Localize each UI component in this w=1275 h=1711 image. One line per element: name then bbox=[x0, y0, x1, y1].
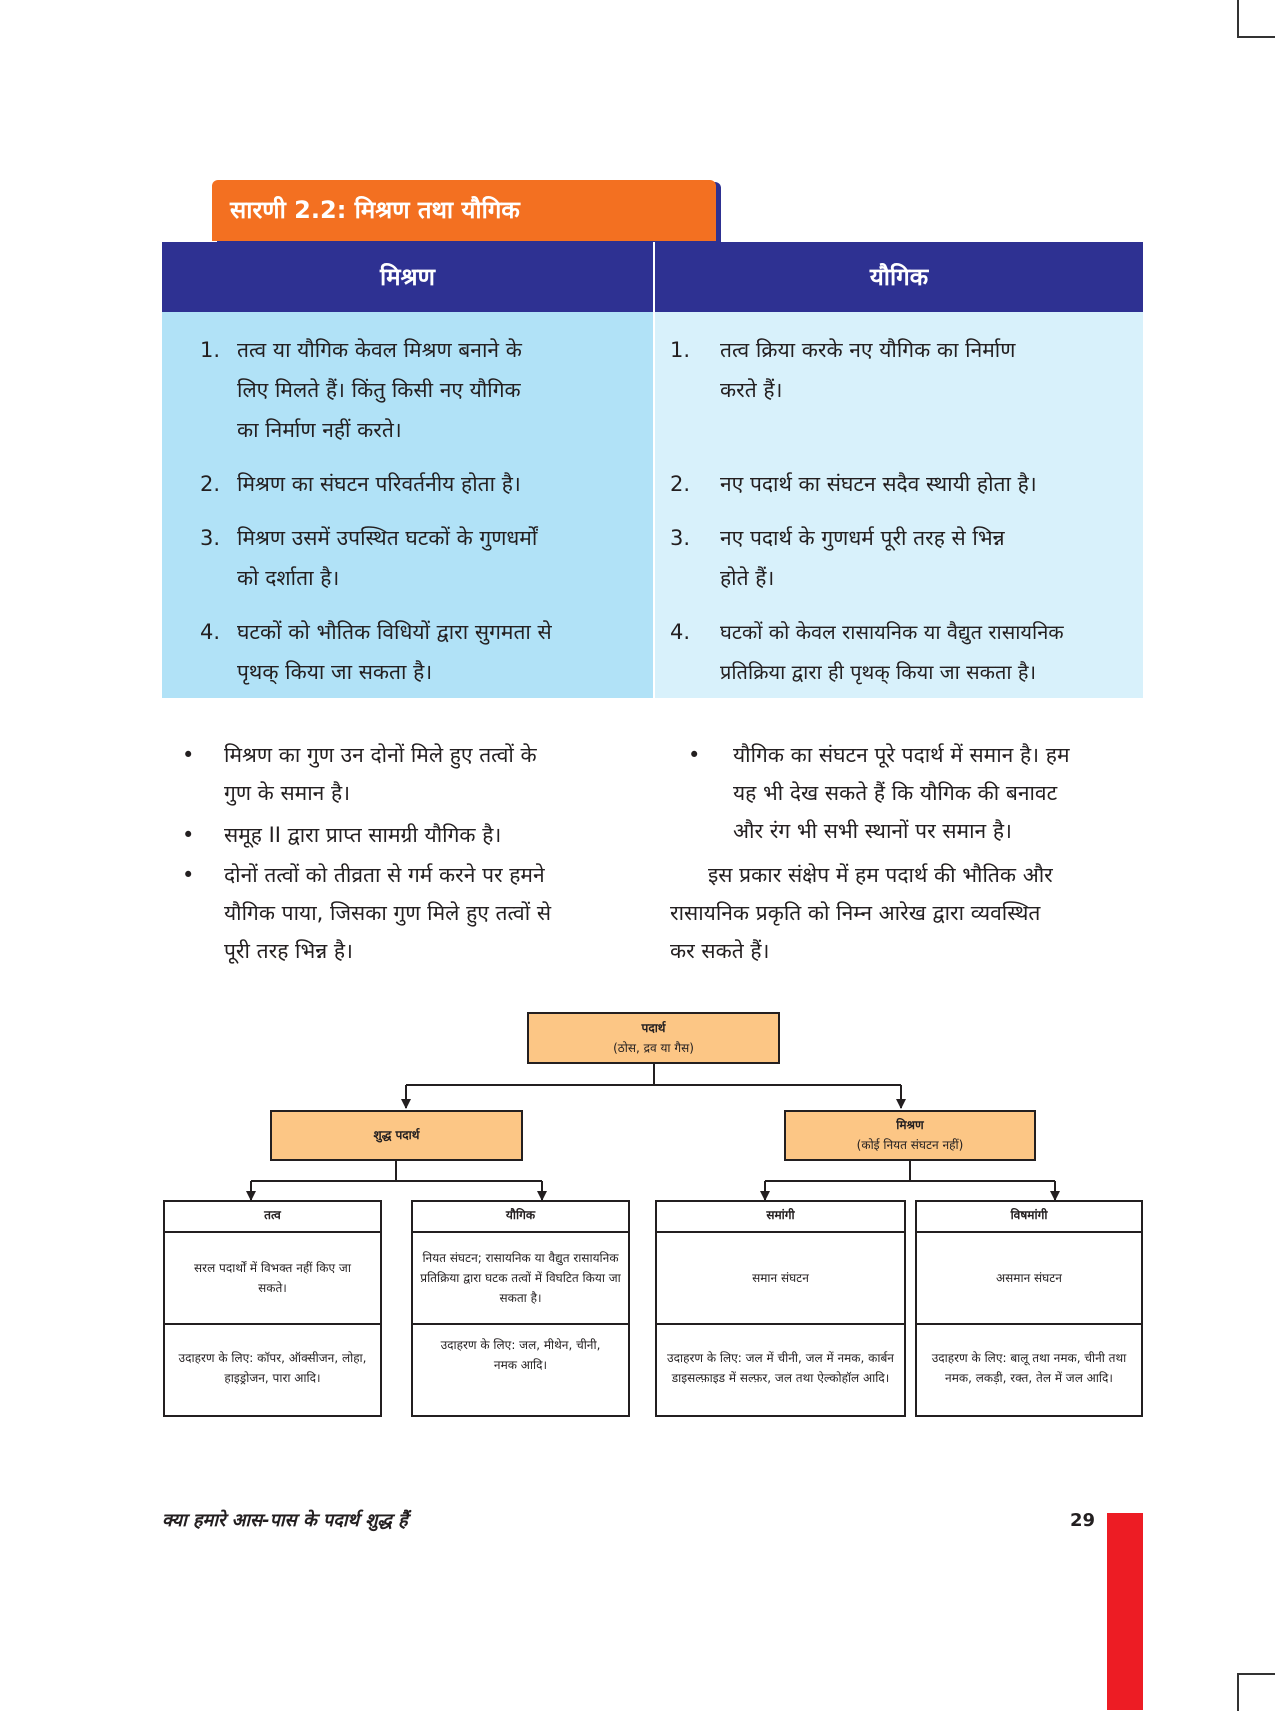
row-text: मिश्रण उसमें उपस्थित घटकों के गुणधर्मों को दर्शाता है। bbox=[237, 526, 538, 590]
row-text: घटकों को केवल रासायनिक या वैद्युत रासायनिक प्रतिक्रिया द्वारा ही पृथक् किया जा सकता है। bbox=[720, 620, 1064, 684]
diagram-leaf-heterogeneous: विषमांगी असमान संघटन उदाहरण के लिए: बालू तथा नमक, चीनी तथा नमक, लकड़ी, रक्त, तेल में जल आदि। bbox=[915, 1200, 1143, 1417]
bullet-text: यौगिक का संघटन पूरे पदार्थ में समान है। हम यह भी देख सकते हैं कि यौगिक की बनावट और रंग भी सभी स्थानों पर समान है। bbox=[733, 743, 1070, 843]
bullet-dot: • bbox=[688, 743, 701, 767]
row-text: तत्व क्रिया करके नए यौगिक का निर्माण करते हैं। bbox=[720, 338, 1016, 402]
row-number: 3. bbox=[670, 526, 691, 550]
row-number: 2. bbox=[670, 472, 691, 496]
bullet-dot: • bbox=[182, 743, 195, 767]
row-text: घटकों को भौतिक विधियों द्वारा सुगमता से पृथक् किया जा सकता है। bbox=[237, 620, 552, 684]
summary-paragraph: इस प्रकार संक्षेप में हम पदार्थ की भौतिक और रासायनिक प्रकृति को निम्न आरेख द्वारा व्यवस्थित कर सकते हैं। bbox=[670, 863, 1053, 963]
footer-chapter-title: क्या हमारे आस-पास के पदार्थ शुद्ध हैं bbox=[162, 1510, 408, 1531]
page-number: 29 bbox=[1070, 1510, 1096, 1531]
table-header-compound: यौगिक bbox=[655, 242, 1143, 312]
row-text: नए पदार्थ के गुणधर्म पूरी तरह से भिन्न होते हैं। bbox=[720, 526, 1005, 590]
row-number: 1. bbox=[670, 338, 691, 362]
bullet-text: समूह II द्वारा प्राप्त सामग्री यौगिक है। bbox=[224, 823, 502, 847]
row-number: 4. bbox=[200, 620, 221, 644]
diagram-leaf-element: तत्व सरल पदार्थों में विभक्त नहीं किए जा सकते। उदाहरण के लिए: कॉपर, ऑक्सीजन, लोहा, हाइड्रोजन, पारा आदि। bbox=[163, 1200, 382, 1417]
diagram-leaf-homogeneous: समांगी समान संघटन उदाहरण के लिए: जल में चीनी, जल में नमक, कार्बन डाइसल्फ़ाइड में सल्फ़र, जल तथा ऐल्कोहॉल आदि। bbox=[655, 1200, 906, 1417]
row-number: 4. bbox=[670, 620, 691, 644]
table-caption: सारणी 2.2: मिश्रण तथा यौगिक bbox=[212, 180, 716, 241]
row-number: 3. bbox=[200, 526, 221, 550]
diagram-leaf-compound: यौगिक नियत संघटन; रासायनिक या वैद्युत रासायनिक प्रतिक्रिया द्वारा घटक तत्वों में विघटित किया जा सकता है। उदाहरण के लिए: जल, मीथेन, चीनी, नमक आदि। bbox=[411, 1200, 630, 1417]
bullet-dot: • bbox=[182, 863, 195, 887]
row-text: मिश्रण का संघटन परिवर्तनीय होता है। bbox=[237, 472, 521, 496]
row-text: तत्व या यौगिक केवल मिश्रण बनाने के लिए मिलते हैं। किंतु किसी नए यौगिक का निर्माण नहीं करते। bbox=[237, 338, 522, 442]
page-edge-bar bbox=[1107, 1513, 1143, 1710]
diagram-root-matter: पदार्थ (ठोस, द्रव या गैस) bbox=[527, 1012, 780, 1064]
row-number: 1. bbox=[200, 338, 221, 362]
bullet-dot: • bbox=[182, 823, 195, 847]
row-number: 2. bbox=[200, 472, 221, 496]
diagram-mixture: मिश्रण (कोई नियत संघटन नहीं) bbox=[784, 1110, 1036, 1161]
bullet-text: मिश्रण का गुण उन दोनों मिले हुए तत्वों के गुण के समान है। bbox=[224, 743, 537, 805]
table-header-mixture: मिश्रण bbox=[162, 242, 653, 312]
bullet-text: दोनों तत्वों को तीव्रता से गर्म करने पर हमने यौगिक पाया, जिसका गुण मिले हुए तत्वों से पूरी तरह भिन्न है। bbox=[224, 863, 552, 963]
diagram-pure-substance: शुद्ध पदार्थ bbox=[270, 1110, 523, 1161]
row-text: नए पदार्थ का संघटन सदैव स्थायी होता है। bbox=[720, 472, 1037, 496]
